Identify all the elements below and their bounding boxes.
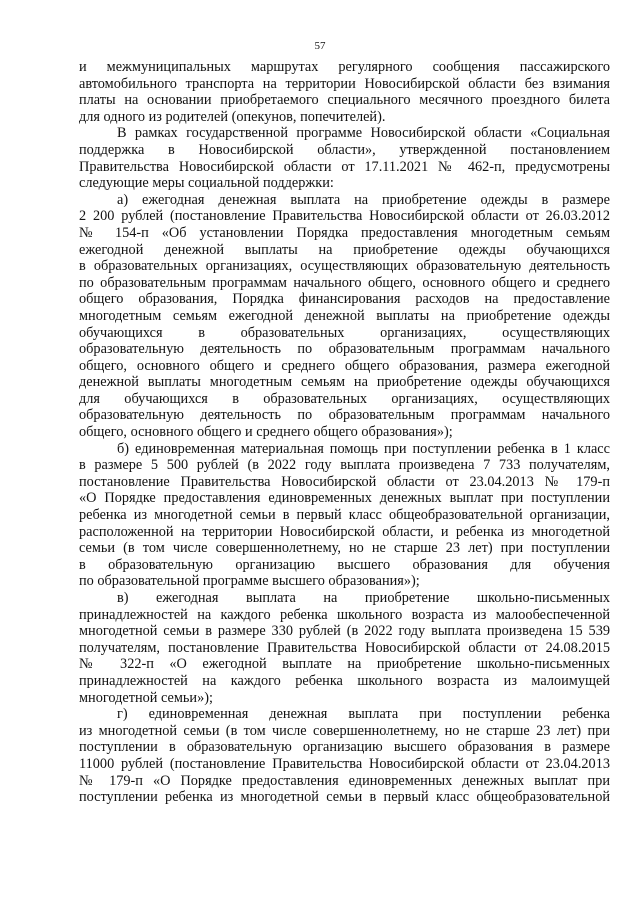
text-line: постановление Правительства Новосибирской области от 23.04.2013 № 179-п	[79, 473, 610, 490]
text-line: получателям, постановление Правительства Новосибирской области от 24.08.2015	[79, 639, 610, 656]
paragraph-intro-continuation	[79, 59, 610, 125]
text-line: многодетным семьям ежегодной денежной выплаты на приобретение одежды	[79, 307, 610, 324]
text-line: «О Порядке предоставления единовременных денежных выплат при поступлении	[79, 490, 610, 507]
text-line: г) единовременная денежная выплата при поступлении ребенка	[117, 706, 610, 723]
text-line: следующие меры социальной поддержки:	[79, 175, 334, 192]
text-line: расположенной на территории Новосибирской области, и ребенка из многодетной	[79, 523, 610, 540]
text-line: из многодетной семьи (в том числе совершеннолетнему, но не старше 23 лет) при	[79, 722, 610, 739]
text-line: а) ежегодная денежная выплата на приобретение одежды в размере	[117, 191, 610, 208]
text-line: для одного из родителей (опекунов, попечителей).	[79, 108, 386, 125]
text-line: общего, основного общего и среднего общего образования»);	[79, 424, 453, 441]
text-line: общего образования, Порядка финансирования расходов на предоставление	[79, 291, 610, 308]
text-line: общего, основного общего и среднего общего образования, размера ежегодной	[79, 357, 610, 374]
text-line: многодетной семьи»);	[79, 689, 213, 706]
text-line: денежной выплаты многодетным семьям на приобретение одежды обучающихся	[79, 374, 610, 391]
text-line: образовательную деятельность по образовательным программам начального	[79, 341, 610, 358]
text-line: Правительства Новосибирской области от 17.11.2021 № 462-п, предусмотрены	[79, 158, 610, 175]
text-line: ребенка из многодетной семьи в первый класс общеобразовательной организации,	[79, 507, 610, 524]
text-line: многодетной семьи в размере 330 рублей (в 2022 году выплата произведена 15 539	[79, 623, 610, 640]
text-line: поступлении в образовательную организацию высшего образования в размере	[79, 739, 610, 756]
document-body	[79, 59, 610, 806]
text-line: 11000 рублей (постановление Правительства Новосибирской области от 23.04.2013	[79, 755, 610, 772]
list-item-a	[79, 192, 610, 441]
text-line: № 179-п «О Порядке предоставления единовременных денежных выплат при	[79, 772, 610, 789]
text-line: семьи (в том числе совершеннолетнему, но не старше 23 лет) при поступлении	[79, 540, 610, 557]
text-line: в размере 5 500 рублей (в 2022 году выплата произведена 7 733 получателям,	[79, 457, 610, 474]
text-line: 2 200 рублей (постановление Правительства Новосибирской области от 26.03.2012	[79, 208, 610, 225]
text-line: по образовательной программе высшего образования»);	[79, 573, 420, 590]
list-item-d	[79, 706, 610, 806]
text-line: принадлежностей на каждого ребенка школьного возраста из малообеспеченной	[79, 606, 610, 623]
text-line: в) ежегодная выплата на приобретение школьно-письменных	[117, 590, 610, 606]
text-line: в образовательную организацию высшего образования для обучения	[79, 556, 610, 573]
paragraph-program	[79, 125, 610, 191]
text-line: поступлении ребенка из многодетной семьи в первый класс общеобразовательной	[79, 789, 610, 806]
list-item-b	[79, 441, 610, 590]
text-line: В рамках государственной программе Новосибирской области «Социальная	[117, 125, 610, 142]
text-line: обучающихся в образовательных организациях, осуществляющих	[79, 324, 610, 341]
text-line: по образовательным программам начального общего, основного общего и среднего	[79, 274, 610, 291]
text-line: № 322-п «О ежегодной выплате на приобретение школьно-письменных	[79, 656, 610, 673]
text-line: принадлежностей на каждого ребенка школьного возраста из малоимущей	[79, 672, 610, 689]
text-line: поддержка в Новосибирской области», утвержденной постановлением	[79, 141, 610, 158]
text-line: и межмуниципальных маршрутах регулярного сообщения пассажирского	[79, 59, 610, 75]
text-line: № 154-п «Об установлении Порядка предоставления многодетным семьям	[79, 224, 610, 241]
text-line: для обучающихся в образовательных организациях, осуществляющих	[79, 390, 610, 407]
text-line: автомобильного транспорта на территории Новосибирской области без взимания	[79, 75, 610, 92]
text-line: в образовательных организациях, осуществляющих образовательную деятельность	[79, 258, 610, 275]
text-line: б) единовременная материальная помощь при поступлении ребенка в 1 класс	[117, 440, 610, 457]
text-line: ежегодной денежной выплаты на приобретение одежды обучающихся	[79, 241, 610, 258]
text-line: платы на основании приобретаемого специального месячного проездного билета	[79, 92, 610, 109]
page-number: 57	[314, 40, 326, 52]
text-line: образовательную деятельность по образовательным программам начального	[79, 407, 610, 424]
list-item-c	[79, 590, 610, 706]
